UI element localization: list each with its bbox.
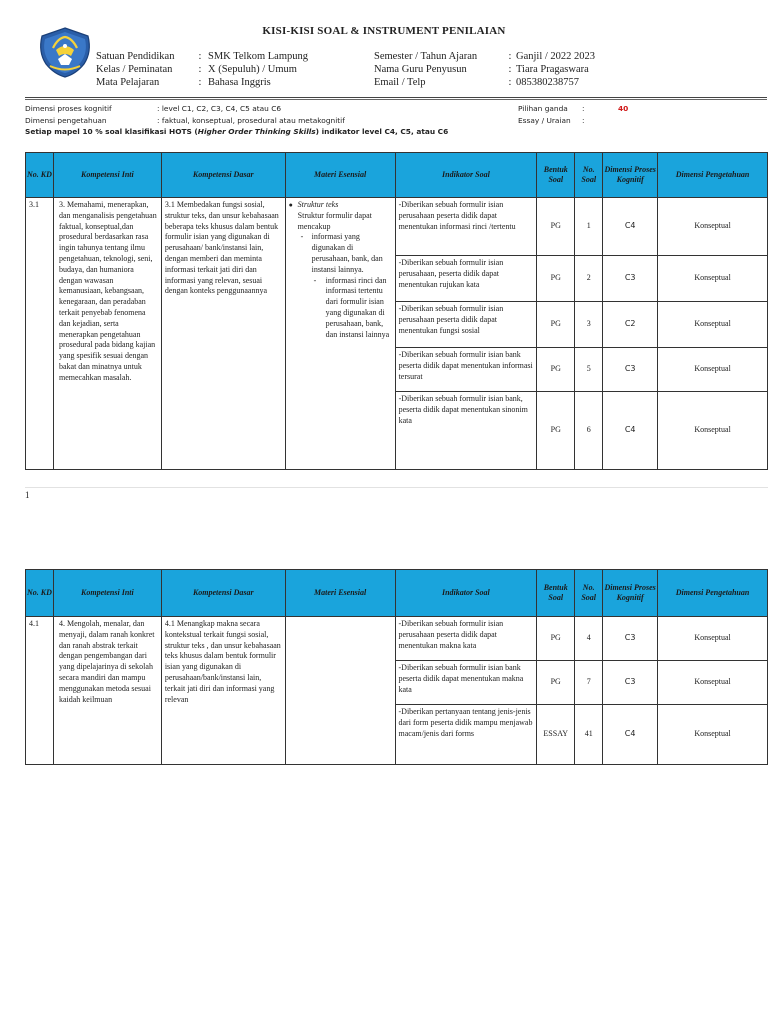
- header-kd: Kompetensi Dasar: [161, 570, 285, 617]
- indikator-cell: -Diberikan pertanyaan tentang jenis-jenis dari form peserta didik mampu menjawab macam/jenis dari forms: [395, 705, 537, 765]
- info-sep: :: [198, 77, 202, 88]
- info-sep: :: [508, 51, 512, 62]
- materi-sub-1: - informasi yang digunakan di perusahaan, bank, dan instansi lainnya.: [298, 232, 392, 275]
- info-row-semester: [374, 50, 595, 63]
- indikator-cell: -Diberikan sebuah formulir isian perusahaan peserta didik dapat menentukan informasi rinci /tertentu: [395, 198, 537, 256]
- kd-number-cell: 4.1: [26, 617, 54, 765]
- ki-cell: [53, 617, 161, 765]
- hots-suffix: ) indikator level C4, C5, atau C6: [315, 127, 449, 136]
- page-number: 1: [25, 490, 30, 500]
- header-ki: Kompetensi Inti: [53, 153, 161, 198]
- bentuk-cell: PG: [537, 198, 575, 256]
- info-value: X (Sepuluh) / Umum: [208, 64, 297, 75]
- cognitive-label: Dimensi pengetahuan: [25, 116, 107, 125]
- header-kd: Kompetensi Dasar: [161, 153, 285, 198]
- hots-note: [25, 127, 448, 136]
- info-value: Bahasa Inggris: [208, 77, 271, 88]
- bentuk-cell: PG: [537, 302, 575, 348]
- info-row-guru: [374, 63, 595, 76]
- no-soal-cell: 6: [575, 392, 603, 470]
- info-left-block: [96, 50, 308, 89]
- bentuk-cell: PG: [537, 661, 575, 705]
- pg-count-value: 40: [618, 104, 629, 113]
- hots-prefix: Setiap mapel 10 % soal klasifikasi HOTS (: [25, 127, 198, 136]
- header-pengetahuan: Dimensi Pengetahuan: [658, 570, 768, 617]
- info-row-satuan: [96, 50, 308, 63]
- cognitive-row-pengetahuan: [25, 115, 345, 127]
- proses-cell: C4: [603, 705, 658, 765]
- indikator-cell: -Diberikan sebuah formulir isian bank, peserta didik dapat menentukan sinonim kata: [395, 392, 537, 470]
- info-label: Mata Pelajaran: [96, 77, 160, 88]
- info-sep: :: [508, 64, 512, 75]
- page-1: [0, 0, 768, 488]
- count-sep: :: [582, 116, 585, 125]
- header-no-kd: No. KD: [26, 153, 54, 198]
- indikator-cell: -Diberikan sebuah formulir isian perusahaan peserta didik dapat menentukan makna kata: [395, 617, 537, 661]
- ki-cell: [53, 198, 161, 470]
- no-soal-cell: 1: [575, 198, 603, 256]
- proses-cell: C3: [603, 256, 658, 302]
- header-bentuk: Bentuk Soal: [537, 570, 575, 617]
- header-proses: Dimensi Proses Kognitif: [603, 153, 658, 198]
- proses-cell: C4: [603, 198, 658, 256]
- ki-text: 4. Mengolah, menalar, dan menyaji, dalam ranah konkret dan ranah abstrak terkait dengan pengembangan dari yang dipelajarinya di sekolah secara mandiri dan mampu menggunakan metoda sesuai kaidah keilmuan: [58, 619, 155, 704]
- pengetahuan-cell: Konseptual: [658, 348, 768, 392]
- info-value: SMK Telkom Lampung: [208, 51, 308, 62]
- cognitive-label: Dimensi proses kognitif: [25, 104, 112, 113]
- header-indikator: Indikator Soal: [395, 570, 537, 617]
- header-ki: Kompetensi Inti: [53, 570, 161, 617]
- count-sep: :: [582, 104, 585, 113]
- pengetahuan-cell: Konseptual: [658, 617, 768, 661]
- cognitive-value: : level C1, C2, C3, C4, C5 atau C6: [157, 104, 282, 113]
- info-row-mapel: [96, 76, 308, 89]
- cognitive-value: : faktual, konseptual, prosedural atau metakognitif: [157, 116, 345, 125]
- bentuk-cell: PG: [537, 348, 575, 392]
- kd-cell: 4.1 Menangkap makna secara kontekstual terkait fungsi sosial, struktur teks , dan unsur kebahasaan teks khusus dalam bentuk formulir isian yang digunakan di perusahaan/bank/instansi lain, terkait jati diri dan informasi yang relevan: [161, 617, 285, 765]
- proses-cell: C3: [603, 617, 658, 661]
- header-divider: [25, 97, 767, 98]
- count-label: Pilihan ganda: [518, 104, 568, 113]
- kisi-table-1: [25, 152, 768, 470]
- no-soal-cell: 4: [575, 617, 603, 661]
- info-label: Nama Guru Penyusun: [374, 64, 467, 75]
- count-label: Essay / Uraian: [518, 116, 571, 125]
- info-right-block: [374, 50, 595, 89]
- pengetahuan-cell: Konseptual: [658, 302, 768, 348]
- info-label: Satuan Pendidikan: [96, 51, 175, 62]
- bentuk-cell: ESSAY: [537, 705, 575, 765]
- pengetahuan-cell: Konseptual: [658, 256, 768, 302]
- header-materi: Materi Esensial: [285, 153, 395, 198]
- kisi-table-2: [25, 569, 768, 765]
- bentuk-cell: PG: [537, 617, 575, 661]
- info-label: Semester / Tahun Ajaran: [374, 51, 478, 62]
- header-materi: Materi Esensial: [285, 570, 395, 617]
- info-value: Tiara Pragaswara: [516, 64, 589, 75]
- header-no-soal: No. Soal: [575, 153, 603, 198]
- proses-cell: C3: [603, 661, 658, 705]
- materi-cell: [285, 198, 395, 470]
- cognitive-dimensions: [25, 103, 345, 127]
- indikator-cell: -Diberikan sebuah formulir isian perusahaan peserta didik dapat menentukan fungsi sosial: [395, 302, 537, 348]
- info-row-email: [374, 76, 595, 89]
- indikator-cell: -Diberikan sebuah formulir isian bank peserta didik dapat menentukan informasi tersurat: [395, 348, 537, 392]
- cognitive-row-proses: [25, 103, 345, 115]
- count-row-pg: [518, 103, 628, 115]
- info-sep: :: [198, 64, 202, 75]
- materi-cell: [285, 617, 395, 765]
- header-pengetahuan: Dimensi Pengetahuan: [658, 153, 768, 198]
- proses-cell: C2: [603, 302, 658, 348]
- no-soal-cell: 2: [575, 256, 603, 302]
- header-bentuk: Bentuk Soal: [537, 153, 575, 198]
- info-value: Ganjil / 2022 2023: [516, 51, 596, 62]
- info-value: 085380238757: [516, 77, 579, 88]
- pengetahuan-cell: Konseptual: [658, 705, 768, 765]
- header-proses: Dimensi Proses Kognitif: [603, 570, 658, 617]
- proses-cell: C3: [603, 348, 658, 392]
- header-no-soal: No. Soal: [575, 570, 603, 617]
- header-indikator: Indikator Soal: [395, 153, 537, 198]
- document-title: KISI-KISI SOAL & INSTRUMENT PENILAIAN: [262, 25, 506, 37]
- table-row: [26, 198, 768, 256]
- no-soal-cell: 5: [575, 348, 603, 392]
- pengetahuan-cell: Konseptual: [658, 392, 768, 470]
- no-soal-cell: 7: [575, 661, 603, 705]
- table-header-row: [26, 570, 768, 617]
- header-no-kd: No. KD: [26, 570, 54, 617]
- materi-bullet-text: Struktur teks: [297, 200, 339, 209]
- bentuk-cell: PG: [537, 256, 575, 302]
- kd-cell: 3.1 Membedakan fungsi sosial, struktur teks, dan unsur kebahasaan beberapa teks khusus dalam bentuk formulir isian yang digunakan di perusahaan/ bank/instansi lain, dengan memberi dan meminta informasi terkait jati diri dan informasi yang relevan, sesuai dengan konteks penggunaannya: [161, 198, 285, 470]
- info-label: Email / Telp: [374, 77, 426, 88]
- no-soal-cell: 3: [575, 302, 603, 348]
- page-divider: [25, 487, 768, 488]
- pengetahuan-cell: Konseptual: [658, 661, 768, 705]
- materi-sub-2: - informasi rinci dan informasi tertentu dari formulir isian yang digunakan di perusahaan, bank, dan instansi lainnya: [298, 276, 392, 341]
- header-divider-thin: [25, 99, 767, 100]
- pengetahuan-cell: Konseptual: [658, 198, 768, 256]
- table-row: [26, 617, 768, 661]
- info-row-kelas: [96, 63, 308, 76]
- materi-bullet: [289, 200, 392, 211]
- ki-text: 3. Memahami, menerapkan, dan menganalisis pengetahuan faktual, konseptual,dan prosedural berdasarkan rasa ingin tahunya tentang ilmu pengetahuan, teknologi, seni, budaya, dan humaniora dengan wawasan kemanusiaan, kebangsaan, kenegaraan, dan peradaban terkait penyebab fenomena dan kejadian, serta menerapkan pengetahuan prosedural pada bidang kajian yang spesifik sesuai dengan bakat dan minatnya untuk memecahkan masalah.: [58, 200, 157, 382]
- indikator-cell: -Diberikan sebuah formulir isian perusahaan, peserta didik dapat menentukan rujukan kata: [395, 256, 537, 302]
- materi-intro: Struktur formulir dapat mencakup: [297, 210, 372, 231]
- kd-number-cell: 3.1: [26, 198, 54, 470]
- proses-cell: C4: [603, 392, 658, 470]
- indikator-cell: -Diberikan sebuah formulir isian bank peserta didik dapat menentukan makna kata: [395, 661, 537, 705]
- hots-italic: Higher Order Thinking Skills: [197, 127, 316, 136]
- count-row-essay: [518, 115, 628, 127]
- info-sep: :: [198, 51, 202, 62]
- bentuk-cell: PG: [537, 392, 575, 470]
- info-label: Kelas / Peminatan: [96, 64, 173, 75]
- question-count-block: [518, 103, 628, 127]
- info-sep: :: [508, 77, 512, 88]
- table-header-row: [26, 153, 768, 198]
- no-soal-cell: 41: [575, 705, 603, 765]
